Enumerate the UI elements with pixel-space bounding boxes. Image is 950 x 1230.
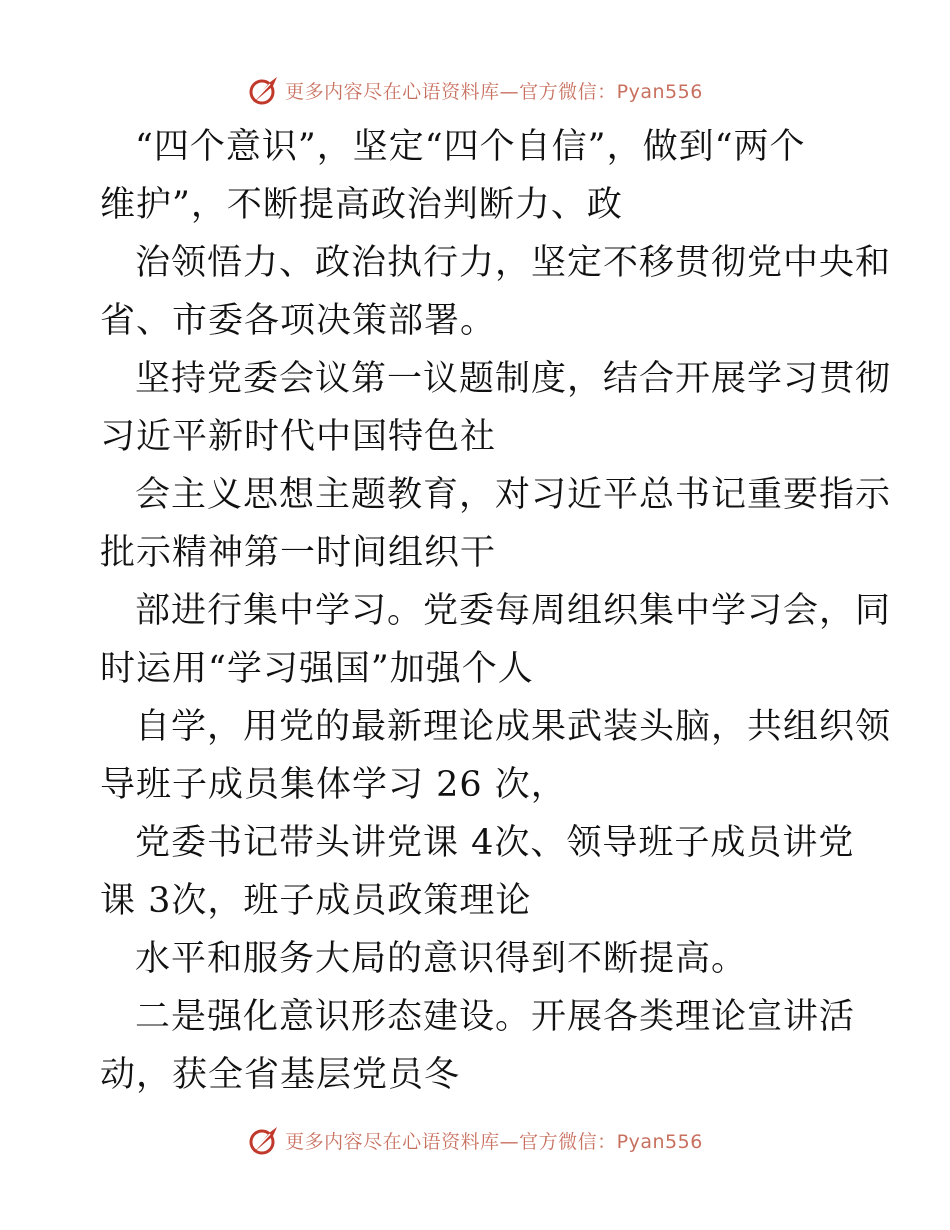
text-line: 会主义思想主题教育，对习近平总书记重要指示 <box>135 475 892 515</box>
text-line: 习近平新时代中国特色社 <box>100 417 497 457</box>
text-line: 动，获全省基层党员冬 <box>100 1055 461 1095</box>
watermark-text: 更多内容尽在心语资料库—官方微信：Pyan556 <box>285 80 703 103</box>
text-line: 二是强化意识形态建设。开展各类理论宣讲活 <box>135 997 856 1037</box>
text-line: 导班子成员集体学习 26 次， <box>100 765 567 805</box>
document-body <box>100 118 892 1104</box>
quill-pen-circle-icon <box>247 73 281 107</box>
text-line: “四个意识”，坚定“四个自信”，做到“两个 <box>135 127 806 167</box>
quill-pen-circle-icon <box>247 1123 281 1157</box>
header-watermark <box>0 70 950 110</box>
text-line: 水平和服务大局的意识得到不断提高。 <box>135 939 748 979</box>
text-line: 坚持党委会议第一议题制度，结合开展学习贯彻 <box>135 359 892 399</box>
footer-watermark <box>0 1120 950 1160</box>
text-line: 治领悟力、政治执行力，坚定不移贯彻党中央和 <box>135 243 892 283</box>
text-line: 党委书记带头讲党课 4次、领导班子成员讲党 <box>135 823 855 863</box>
text-line: 部进行集中学习。党委每周组织集中学习会，同 <box>135 591 892 631</box>
text-line: 时运用“学习强国”加强个人 <box>100 649 534 689</box>
text-line: 自学，用党的最新理论成果武装头脑，共组织领 <box>135 707 892 747</box>
text-line: 课 3次，班子成员政策理论 <box>100 881 532 921</box>
text-line: 省、市委各项决策部署。 <box>100 301 497 341</box>
text-line: 批示精神第一时间组织干 <box>100 533 497 573</box>
watermark-text: 更多内容尽在心语资料库—官方微信：Pyan556 <box>285 1130 703 1153</box>
text-line: 维护”，不断提高政治判断力、政 <box>100 185 623 225</box>
